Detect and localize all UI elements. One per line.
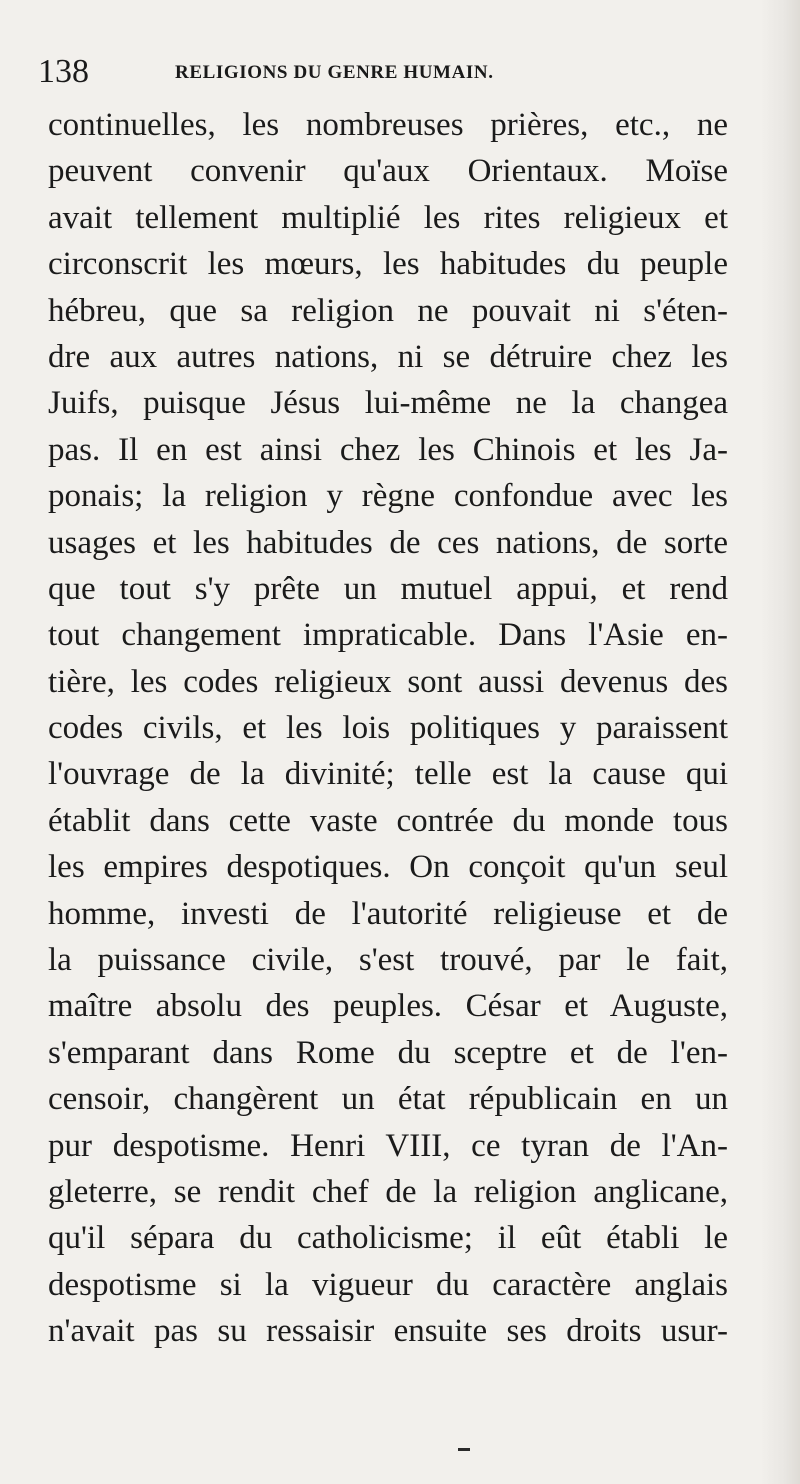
text-line: censoir, changèrent un état républicain en un [48,1081,728,1118]
signature-mark [458,1448,470,1451]
running-head: RELIGIONS DU GENRE HUMAIN. [175,62,494,83]
body-text [48,102,728,1355]
page-number: 138 [38,53,89,90]
text-line: maître absolu des peuples. César et Auguste, [48,988,728,1025]
text-line: l'ouvrage de la divinité; telle est la cause qui [48,756,728,793]
text-line: n'avait pas su ressaisir ensuite ses droits usur- [48,1313,728,1350]
text-line: homme, investi de l'autorité religieuse et de [48,895,728,932]
text-line: établit dans cette vaste contrée du monde tous [48,802,728,839]
text-line: tière, les codes religieux sont aussi devenus des [48,663,728,700]
page-header [38,52,738,92]
page-gutter-shadow [760,0,800,1484]
text-line: avait tellement multiplié les rites religieux et [48,199,728,236]
text-line: peuvent convenir qu'aux Orientaux. Moïse [48,153,728,190]
text-line: gleterre, se rendit chef de la religion anglicane, [48,1173,728,1210]
text-line: circonscrit les mœurs, les habitudes du peuple [48,246,728,283]
text-line: codes civils, et les lois politiques y paraissent [48,710,728,747]
text-line: usages et les habitudes de ces nations, de sorte [48,524,728,561]
text-line: hébreu, que sa religion ne pouvait ni s'éten- [48,292,728,329]
text-line: ponais; la religion y règne confondue avec les [48,478,728,515]
text-line: tout changement impraticable. Dans l'Asie en- [48,617,728,654]
text-line: qu'il sépara du catholicisme; il eût établi le [48,1220,728,1257]
text-line: s'emparant dans Rome du sceptre et de l'en- [48,1034,728,1071]
text-line: Juifs, puisque Jésus lui-même ne la changea [48,385,728,422]
text-line: despotisme si la vigueur du caractère anglais [48,1266,728,1303]
text-line: la puissance civile, s'est trouvé, par le fait, [48,942,728,979]
text-line: que tout s'y prête un mutuel appui, et rend [48,570,728,607]
text-line: les empires despotiques. On conçoit qu'un seul [48,849,728,886]
text-line: dre aux autres nations, ni se détruire chez les [48,338,728,375]
text-line: continuelles, les nombreuses prières, etc., ne [48,107,728,143]
text-line: pas. Il en est ainsi chez les Chinois et les Ja- [48,431,728,468]
text-line: pur despotisme. Henri VIII, ce tyran de l'An- [48,1127,728,1164]
